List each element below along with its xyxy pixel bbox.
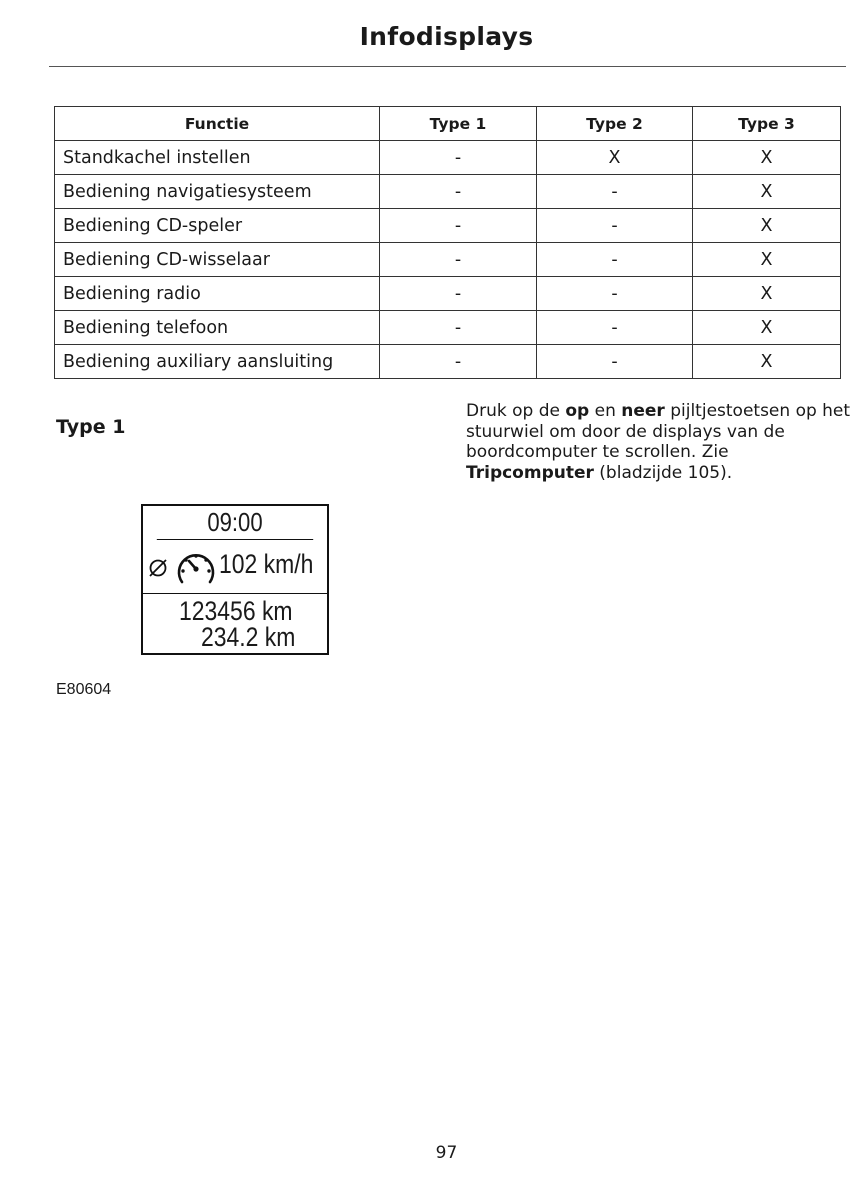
cell-function: Bediening CD-wisselaar bbox=[55, 243, 380, 277]
cell-type-3: X bbox=[693, 277, 841, 311]
average-symbol-icon bbox=[147, 557, 169, 579]
cell-type-3: X bbox=[693, 243, 841, 277]
table-row bbox=[55, 277, 841, 311]
function-table bbox=[54, 106, 841, 379]
cell-type-1: - bbox=[380, 345, 537, 379]
table-header-row bbox=[55, 107, 841, 141]
text-run: Druk op de bbox=[466, 401, 566, 421]
header-functie: Functie bbox=[55, 107, 380, 141]
cell-type-1: - bbox=[380, 209, 537, 243]
instruction-paragraph bbox=[466, 401, 851, 483]
page-number: 97 bbox=[435, 1143, 458, 1163]
display-trip: 234.2 km bbox=[201, 622, 296, 652]
cell-type-3: X bbox=[693, 209, 841, 243]
key-neer-label: neer bbox=[621, 401, 665, 421]
cell-type-2: - bbox=[537, 209, 693, 243]
display-time: 09:00 bbox=[157, 506, 313, 540]
cell-function: Bediening radio bbox=[55, 277, 380, 311]
cell-type-3: X bbox=[693, 141, 841, 175]
cell-function: Bediening telefoon bbox=[55, 311, 380, 345]
table-row bbox=[55, 209, 841, 243]
cell-function: Bediening CD-speler bbox=[55, 209, 380, 243]
cell-type-1: - bbox=[380, 141, 537, 175]
tripcomputer-reference: Tripcomputer bbox=[466, 462, 594, 483]
text-run: en bbox=[589, 401, 622, 421]
cell-type-2: - bbox=[537, 277, 693, 311]
display-speed-row bbox=[143, 541, 327, 594]
title-divider bbox=[49, 66, 846, 67]
table-row bbox=[55, 311, 841, 345]
cell-function: Bediening auxiliary aansluiting bbox=[55, 345, 380, 379]
cell-type-3: X bbox=[693, 175, 841, 209]
section-heading-type-1: Type 1 bbox=[56, 416, 126, 438]
cell-type-2: X bbox=[537, 141, 693, 175]
cell-type-1: - bbox=[380, 311, 537, 345]
key-op-label: op bbox=[565, 401, 590, 421]
cell-function: Bediening navigatiesysteem bbox=[55, 175, 380, 209]
cell-type-3: X bbox=[693, 345, 841, 379]
figure-code: E80604 bbox=[56, 681, 112, 698]
text-run: (bladzijde 105). bbox=[593, 462, 733, 483]
cell-type-1: - bbox=[380, 175, 537, 209]
cell-type-1: - bbox=[380, 243, 537, 277]
display-speed: 102 km/h bbox=[219, 549, 314, 579]
speedometer-icon bbox=[174, 548, 218, 588]
cell-type-3: X bbox=[693, 311, 841, 345]
table-row bbox=[55, 175, 841, 209]
header-type-1: Type 1 bbox=[380, 107, 537, 141]
page-title: Infodisplays bbox=[359, 22, 534, 51]
table-row bbox=[55, 345, 841, 379]
display-distance-row bbox=[143, 595, 327, 653]
table-row bbox=[55, 243, 841, 277]
cell-type-2: - bbox=[537, 345, 693, 379]
cell-type-1: - bbox=[380, 277, 537, 311]
cell-type-2: - bbox=[537, 243, 693, 277]
cell-type-2: - bbox=[537, 311, 693, 345]
cell-function: Standkachel instellen bbox=[55, 141, 380, 175]
display-odometer: 123456 km bbox=[179, 596, 293, 626]
header-type-3: Type 3 bbox=[693, 107, 841, 141]
table-row bbox=[55, 141, 841, 175]
text-run: pijltjestoetsen op het stuurwiel om door de displays van de boordcomputer te scrollen. Zie bbox=[466, 401, 851, 462]
header-type-2: Type 2 bbox=[537, 107, 693, 141]
cell-type-2: - bbox=[537, 175, 693, 209]
type-1-display-illustration bbox=[141, 504, 329, 655]
